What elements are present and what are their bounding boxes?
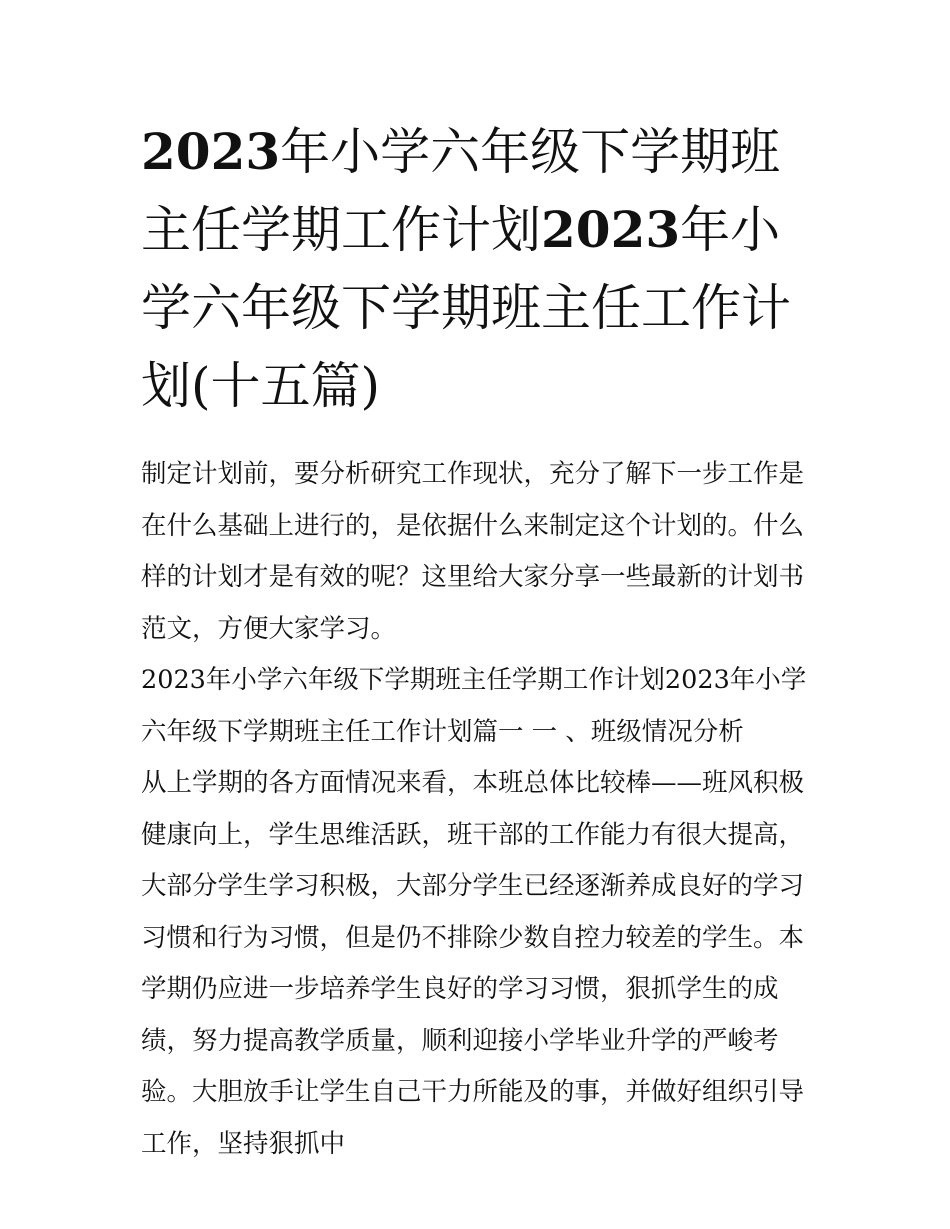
document-title: 2023年小学六年级下学期班主任学期工作计划2023年小学六年级下学期班主任工作计划(十五篇)	[141, 122, 791, 415]
section-heading-paragraph: 2023年小学六年级下学期班主任学期工作计划2023年小学六年级下学期班主任工作计划篇一 一 、班级情况分析	[141, 665, 807, 747]
intro-paragraph: 制定计划前，要分析研究工作现状，充分了解下一步工作是在什么基础上进行的，是依据什么来制定这个计划的。什么样的计划才是有效的呢？这里给大家分享一些最新的计划书范文，方便大家学习。	[141, 459, 805, 644]
document-page	[141, 113, 813, 1170]
body-paragraph: 从上学期的各方面情况来看，本班总体比较棒——班风积极健康向上，学生思维活跃，班干部的工作能力有很大提高，大部分学生学习积极，大部分学生已经逐渐养成良好的学习习惯和行为习惯，但是仍不排除少数自控力较差的学生。本学期仍应进一步培养学生良好的学习习惯，狠抓学生的成绩，努力提高教学质量，顺利迎接小学毕业升学的严峻考验。大胆放手让学生自己干力所能及的事，并做好组织引导工作，坚持狠抓中	[141, 768, 805, 1159]
